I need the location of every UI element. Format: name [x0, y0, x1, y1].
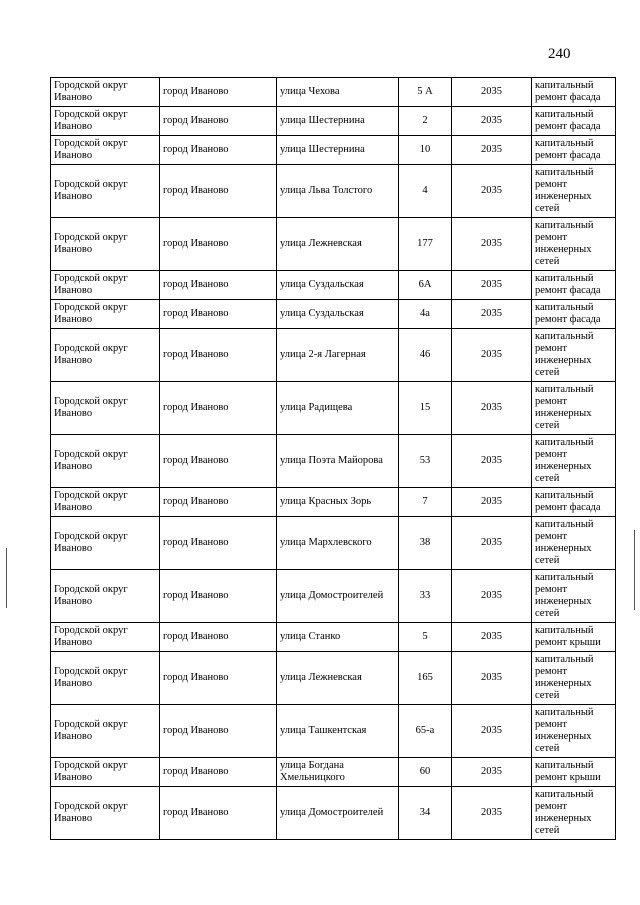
year-cell: 2035 [452, 218, 532, 271]
city-cell: город Иваново [160, 107, 277, 136]
repair-schedule-table [50, 77, 616, 840]
table-row [51, 623, 616, 652]
work-cell: капитальный ремонт инженерных сетей [532, 218, 616, 271]
work-cell: капитальный ремонт инженерных сетей [532, 705, 616, 758]
house-cell: 177 [399, 218, 452, 271]
city-cell: город Иваново [160, 517, 277, 570]
district-cell: Городской округ Иваново [51, 758, 160, 787]
district-cell: Городской округ Иваново [51, 570, 160, 623]
table-row [51, 758, 616, 787]
district-cell: Городской округ Иваново [51, 136, 160, 165]
year-cell: 2035 [452, 300, 532, 329]
year-cell: 2035 [452, 78, 532, 107]
year-cell: 2035 [452, 382, 532, 435]
work-cell: капитальный ремонт фасада [532, 271, 616, 300]
year-cell: 2035 [452, 136, 532, 165]
street-cell: улица Поэта Майорова [277, 435, 399, 488]
table-row [51, 435, 616, 488]
street-cell: улица Чехова [277, 78, 399, 107]
table-row [51, 107, 616, 136]
city-cell: город Иваново [160, 570, 277, 623]
city-cell: город Иваново [160, 78, 277, 107]
table-row [51, 382, 616, 435]
year-cell: 2035 [452, 758, 532, 787]
house-cell: 5 [399, 623, 452, 652]
table-row [51, 165, 616, 218]
year-cell: 2035 [452, 517, 532, 570]
street-cell: улица Красных Зорь [277, 488, 399, 517]
street-cell: улица Суздальская [277, 300, 399, 329]
house-cell: 15 [399, 382, 452, 435]
table-body [51, 78, 616, 840]
district-cell: Городской округ Иваново [51, 218, 160, 271]
table-row [51, 652, 616, 705]
work-cell: капитальный ремонт инженерных сетей [532, 517, 616, 570]
year-cell: 2035 [452, 435, 532, 488]
district-cell: Городской округ Иваново [51, 435, 160, 488]
work-cell: капитальный ремонт инженерных сетей [532, 165, 616, 218]
house-cell: 60 [399, 758, 452, 787]
district-cell: Городской округ Иваново [51, 300, 160, 329]
work-cell: капитальный ремонт фасада [532, 107, 616, 136]
work-cell: капитальный ремонт фасада [532, 78, 616, 107]
district-cell: Городской округ Иваново [51, 382, 160, 435]
table-row [51, 570, 616, 623]
house-cell: 4 [399, 165, 452, 218]
table-row [51, 787, 616, 840]
district-cell: Городской округ Иваново [51, 78, 160, 107]
district-cell: Городской округ Иваново [51, 517, 160, 570]
street-cell: улица Богдана Хмельницкого [277, 758, 399, 787]
city-cell: город Иваново [160, 787, 277, 840]
district-cell: Городской округ Иваново [51, 488, 160, 517]
city-cell: город Иваново [160, 488, 277, 517]
year-cell: 2035 [452, 787, 532, 840]
house-cell: 46 [399, 329, 452, 382]
table-row [51, 517, 616, 570]
district-cell: Городской округ Иваново [51, 165, 160, 218]
city-cell: город Иваново [160, 382, 277, 435]
street-cell: улица Домостроителей [277, 570, 399, 623]
work-cell: капитальный ремонт фасада [532, 136, 616, 165]
year-cell: 2035 [452, 329, 532, 382]
table-row [51, 136, 616, 165]
district-cell: Городской округ Иваново [51, 107, 160, 136]
city-cell: город Иваново [160, 623, 277, 652]
table-row [51, 329, 616, 382]
year-cell: 2035 [452, 570, 532, 623]
house-cell: 4а [399, 300, 452, 329]
street-cell: улица Лежневская [277, 218, 399, 271]
house-cell: 165 [399, 652, 452, 705]
city-cell: город Иваново [160, 165, 277, 218]
city-cell: город Иваново [160, 758, 277, 787]
street-cell: улица Шестернина [277, 107, 399, 136]
year-cell: 2035 [452, 107, 532, 136]
work-cell: капитальный ремонт инженерных сетей [532, 435, 616, 488]
table-row [51, 488, 616, 517]
year-cell: 2035 [452, 488, 532, 517]
table-row [51, 271, 616, 300]
house-cell: 34 [399, 787, 452, 840]
house-cell: 7 [399, 488, 452, 517]
work-cell: капитальный ремонт крыши [532, 623, 616, 652]
district-cell: Городской округ Иваново [51, 623, 160, 652]
district-cell: Городской округ Иваново [51, 271, 160, 300]
table-row [51, 78, 616, 107]
district-cell: Городской округ Иваново [51, 705, 160, 758]
street-cell: улица Мархлевского [277, 517, 399, 570]
street-cell: улица Радищева [277, 382, 399, 435]
house-cell: 38 [399, 517, 452, 570]
city-cell: город Иваново [160, 652, 277, 705]
street-cell: улица Станко [277, 623, 399, 652]
city-cell: город Иваново [160, 218, 277, 271]
district-cell: Городской округ Иваново [51, 329, 160, 382]
work-cell: капитальный ремонт инженерных сетей [532, 787, 616, 840]
work-cell: капитальный ремонт инженерных сетей [532, 382, 616, 435]
city-cell: город Иваново [160, 271, 277, 300]
house-cell: 53 [399, 435, 452, 488]
city-cell: город Иваново [160, 435, 277, 488]
right-scan-mark [634, 530, 635, 610]
left-scan-mark [6, 548, 7, 608]
year-cell: 2035 [452, 705, 532, 758]
city-cell: город Иваново [160, 705, 277, 758]
street-cell: улица Суздальская [277, 271, 399, 300]
street-cell: улица 2-я Лагерная [277, 329, 399, 382]
city-cell: город Иваново [160, 329, 277, 382]
table-row [51, 218, 616, 271]
house-cell: 10 [399, 136, 452, 165]
year-cell: 2035 [452, 652, 532, 705]
year-cell: 2035 [452, 271, 532, 300]
year-cell: 2035 [452, 165, 532, 218]
page-number: 240 [548, 46, 571, 62]
street-cell: улица Ташкентская [277, 705, 399, 758]
street-cell: улица Домостроителей [277, 787, 399, 840]
work-cell: капитальный ремонт фасада [532, 300, 616, 329]
work-cell: капитальный ремонт инженерных сетей [532, 570, 616, 623]
house-cell: 33 [399, 570, 452, 623]
district-cell: Городской округ Иваново [51, 652, 160, 705]
year-cell: 2035 [452, 623, 532, 652]
work-cell: капитальный ремонт крыши [532, 758, 616, 787]
house-cell: 65-а [399, 705, 452, 758]
house-cell: 2 [399, 107, 452, 136]
work-cell: капитальный ремонт инженерных сетей [532, 652, 616, 705]
street-cell: улица Шестернина [277, 136, 399, 165]
house-cell: 5 А [399, 78, 452, 107]
table-row [51, 300, 616, 329]
house-cell: 6А [399, 271, 452, 300]
district-cell: Городской округ Иваново [51, 787, 160, 840]
work-cell: капитальный ремонт инженерных сетей [532, 329, 616, 382]
work-cell: капитальный ремонт фасада [532, 488, 616, 517]
city-cell: город Иваново [160, 300, 277, 329]
city-cell: город Иваново [160, 136, 277, 165]
street-cell: улица Лежневская [277, 652, 399, 705]
table-row [51, 705, 616, 758]
street-cell: улица Льва Толстого [277, 165, 399, 218]
